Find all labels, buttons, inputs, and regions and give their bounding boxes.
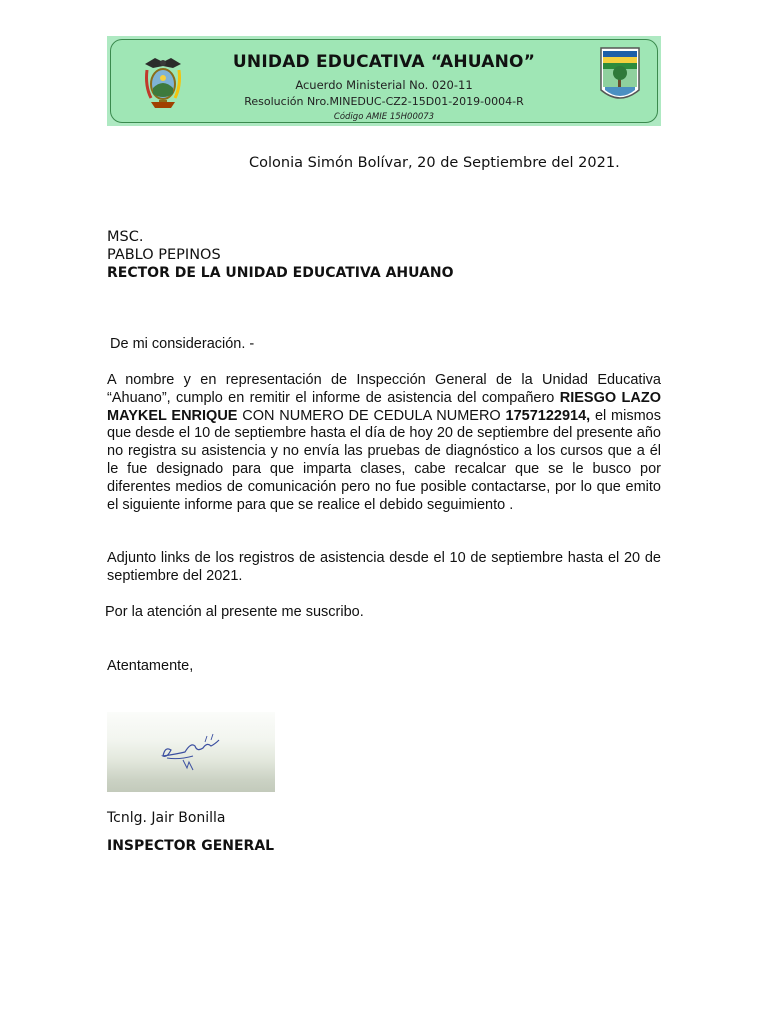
body-paragraph-report <box>107 372 661 514</box>
letterhead-frame <box>110 39 658 123</box>
paragraph-text-details: el mismos que desde el 10 de septiembre hasta el día de hoy 20 de septiembre del presente año no registra su asistencia y no envía las pruebas de diagnóstico a los cursos que a él le fue designado para que imparta clases, cabe recalcar que se le busco por diferentes medios de comunicación pero no fue posible contactarse, por lo que emito el siguiente informe para que se realice el debido seguimiento . <box>107 407 661 513</box>
signer-name: Tcnlg. Jair Bonilla <box>107 810 226 826</box>
ministerial-agreement: Acuerdo Ministerial No. 020-11 <box>295 78 473 92</box>
addressee-title: RECTOR DE LA UNIDAD EDUCATIVA AHUANO <box>107 265 454 281</box>
handwritten-signature <box>107 712 275 792</box>
addressee-block <box>107 228 454 282</box>
paragraph-text-id-label: CON NUMERO DE CEDULA NUMERO <box>237 407 506 424</box>
student-name: RIESGO LAZO MAYKEL ENRIQUE <box>107 389 661 424</box>
addressee-name: PABLO PEPINOS <box>107 247 221 263</box>
body-paragraph-farewell: Por la atención al presente me suscribo. <box>105 604 364 620</box>
id-number: 1757122914, <box>505 407 591 424</box>
institution-name: UNIDAD EDUCATIVA “AHUANO” <box>232 52 536 72</box>
signature-scribble-icon <box>107 712 275 792</box>
place-and-date: Colonia Simón Bolívar, 20 de Septiembre del 2021. <box>249 155 620 171</box>
amie-code: Código AMIE 15H00073 <box>333 112 435 122</box>
paragraph-text-intro: A nombre y en representación de Inspección General de la Unidad Educativa “Ahuano”, cumplo en remitir el informe de asistencia del compañero <box>107 372 661 406</box>
addressee-honorific: MSC. <box>107 229 144 245</box>
signer-title: INSPECTOR GENERAL <box>107 838 275 854</box>
closing: Atentamente, <box>107 658 194 674</box>
letterhead-banner <box>107 36 661 126</box>
resolution-number: Resolución Nro.MINEDUC-CZ2-15D01-2019-0004-R <box>244 95 524 108</box>
body-paragraph-attachments: Adjunto links de los registros de asistencia desde el 10 de septiembre hasta el 20 de septiembre del 2021. <box>107 550 661 584</box>
salutation: De mi consideración. - <box>110 336 255 352</box>
